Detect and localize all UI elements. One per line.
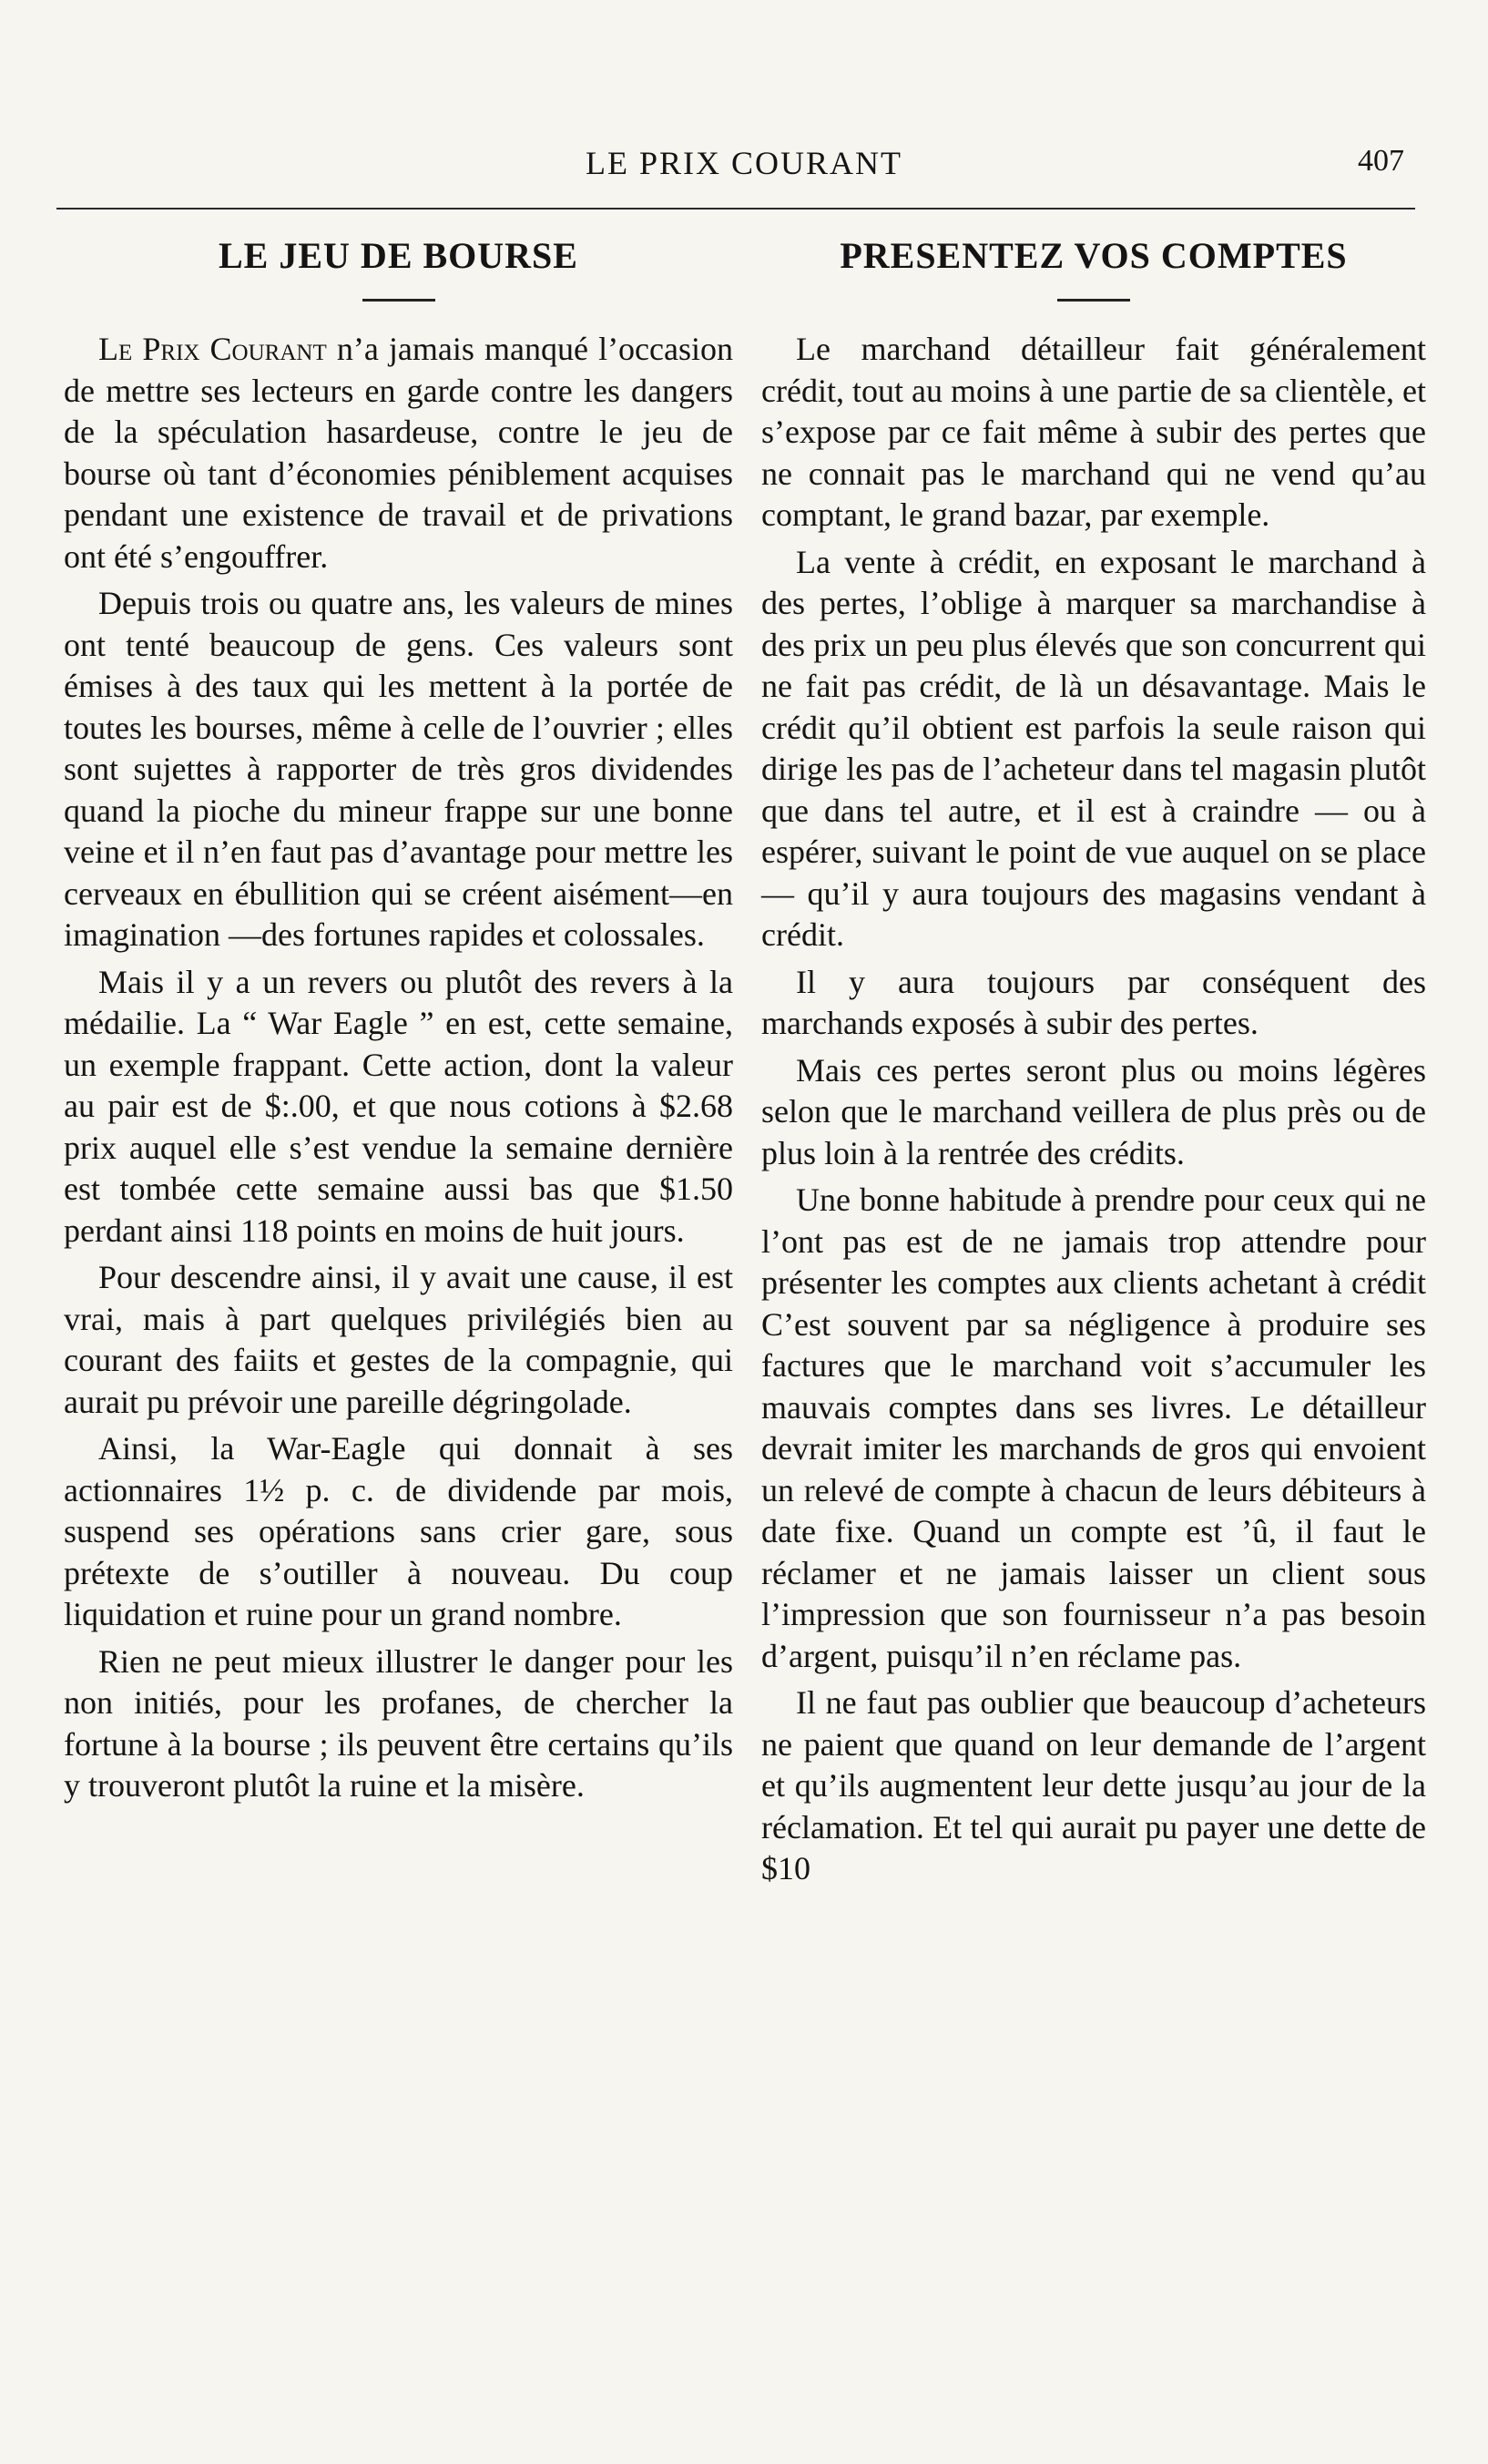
- left-paragraph-1: [64, 329, 733, 578]
- page-number: 407: [1358, 144, 1404, 178]
- right-paragraph-2: La vente à crédit, en exposant le marchand à des pertes, l’oblige à marquer sa marchandise à des prix un peu plus élevés que son concurrent qui ne fait pas crédit, de là un désavantage. Mais le crédit qu’il obtient est parfois la seule raison qui dirige les pas de l’acheteur dans tel magasin plutôt que dans tel autre, et il est à craindre — ou à espérer, suivant le point de vue auquel on se place — qu’il y aura toujours des magasins vendant à crédit.: [761, 543, 1426, 953]
- left-paragraph-5: Ainsi, la War-Eagle qui donnait à ses actionnaires 1½ p. c. de dividende par mois, suspend ses opérations sans crier gare, sous prétexte de s’outiller à nouveau. Du coup liquidation et ruine pour un grand nombre.: [64, 1430, 733, 1632]
- running-head: [0, 144, 1488, 199]
- right-article-title: PRESENTEZ VOS COMPTES: [840, 235, 1348, 276]
- right-paragraph-4: Mais ces pertes seront plus ou moins légères selon que le marchand veillera de plus près ou de plus loin à la rentrée des crédits.: [761, 1051, 1426, 1171]
- left-column: [64, 233, 733, 1813]
- left-paragraph-1-text: n’a jamais manqué l’occasion de mettre ses lecteurs en garde contre les dangers de la spéculation hasardeuse, contre le jeu de bourse où tant d’économies péniblement acquises pendant une existence de travail et de privations ont été s’engouffrer.: [64, 331, 733, 575]
- left-title-rule: [362, 299, 435, 302]
- right-paragraph-5: Une bonne habitude à prendre pour ceux qui ne l’ont pas est de ne jamais trop attendre pour présenter les comptes aux clients achetant à crédit C’est souvent par sa négligence à produire ses factures que le marchand voit s’accumuler les mauvais comptes dans ses livres. Le détailleur devrait imiter les marchands de gros qui envoient un relevé de compte à chacun de leurs débiteurs à date fixe. Quand un compte est ’û, il faut le réclamer et ne jamais laisser un client sous l’impression que son fournisseur n’a pas besoin d’argent, puisqu’il n’en réclame pas.: [761, 1181, 1426, 1674]
- left-paragraph-4: Pour descendre ainsi, il y avait une cause, il est vrai, mais à part quelques privilégiés bien au courant des faiits et gestes de la compagnie, qui aurait pu prévoir une pareille dégringolade.: [64, 1259, 733, 1420]
- right-title-rule: [1057, 299, 1130, 302]
- left-paragraph-2: Depuis trois ou quatre ans, les valeurs de mines ont tenté beaucoup de gens. Ces valeurs sont émises à des taux qui les mettent à la portée de toutes les bourses, même à celle de l’ouvrier ; elles sont sujettes à rapporter de très gros dividendes quand la pioche du mineur frappe sur une bonne veine et il n’en faut pas d’avantage pour mettre les cerveaux en ébullition qui se créent aisément—en imagination —des fortunes rapides et colossales.: [64, 585, 733, 953]
- right-paragraph-6: Il ne faut pas oublier que beaucoup d’acheteurs ne paient que quand on leur demande de l’argent et qu’ils augmentent leur dette jusqu’au jour de la réclamation. Et tel qui aurait pu payer une dette de $10: [761, 1684, 1426, 1886]
- right-column: [761, 233, 1426, 1896]
- running-title: LE PRIX COURANT: [585, 145, 902, 181]
- header-rule: [56, 208, 1415, 210]
- left-paragraph-6: Rien ne peut mieux illustrer le danger pour les non initiés, pour les profanes, de chercher la fortune à la bourse ; ils peuvent être certains qu’ils y trouveront plutôt la ruine et la misère.: [64, 1642, 733, 1804]
- right-paragraph-3: Il y aura toujours par conséquent des marchands exposés à subir des pertes.: [761, 963, 1426, 1041]
- left-paragraph-3: Mais il y a un revers ou plutôt des revers à la médailie. La “ War Eagle ” en est, cette semaine, un exemple frappant. Cette action, dont la valeur au pair est de $:.00, et que nous cotions à $2.68 prix auquel elle s’est vendue la semaine dernière est tombée cette semaine aussi bas que $1.50 perdant ainsi 118 points en moins de huit jours.: [64, 963, 733, 1249]
- left-article-title: LE JEU DE BOURSE: [219, 235, 578, 276]
- right-paragraph-1: Le marchand détailleur fait généralement crédit, tout au moins à une partie de sa clientèle, et s’expose par ce fait même à subir des pertes que ne connait pas le marchand qui ne vend qu’au comptant, le grand bazar, par exemple.: [761, 331, 1426, 533]
- publication-name: Le Prix Courant: [98, 331, 327, 367]
